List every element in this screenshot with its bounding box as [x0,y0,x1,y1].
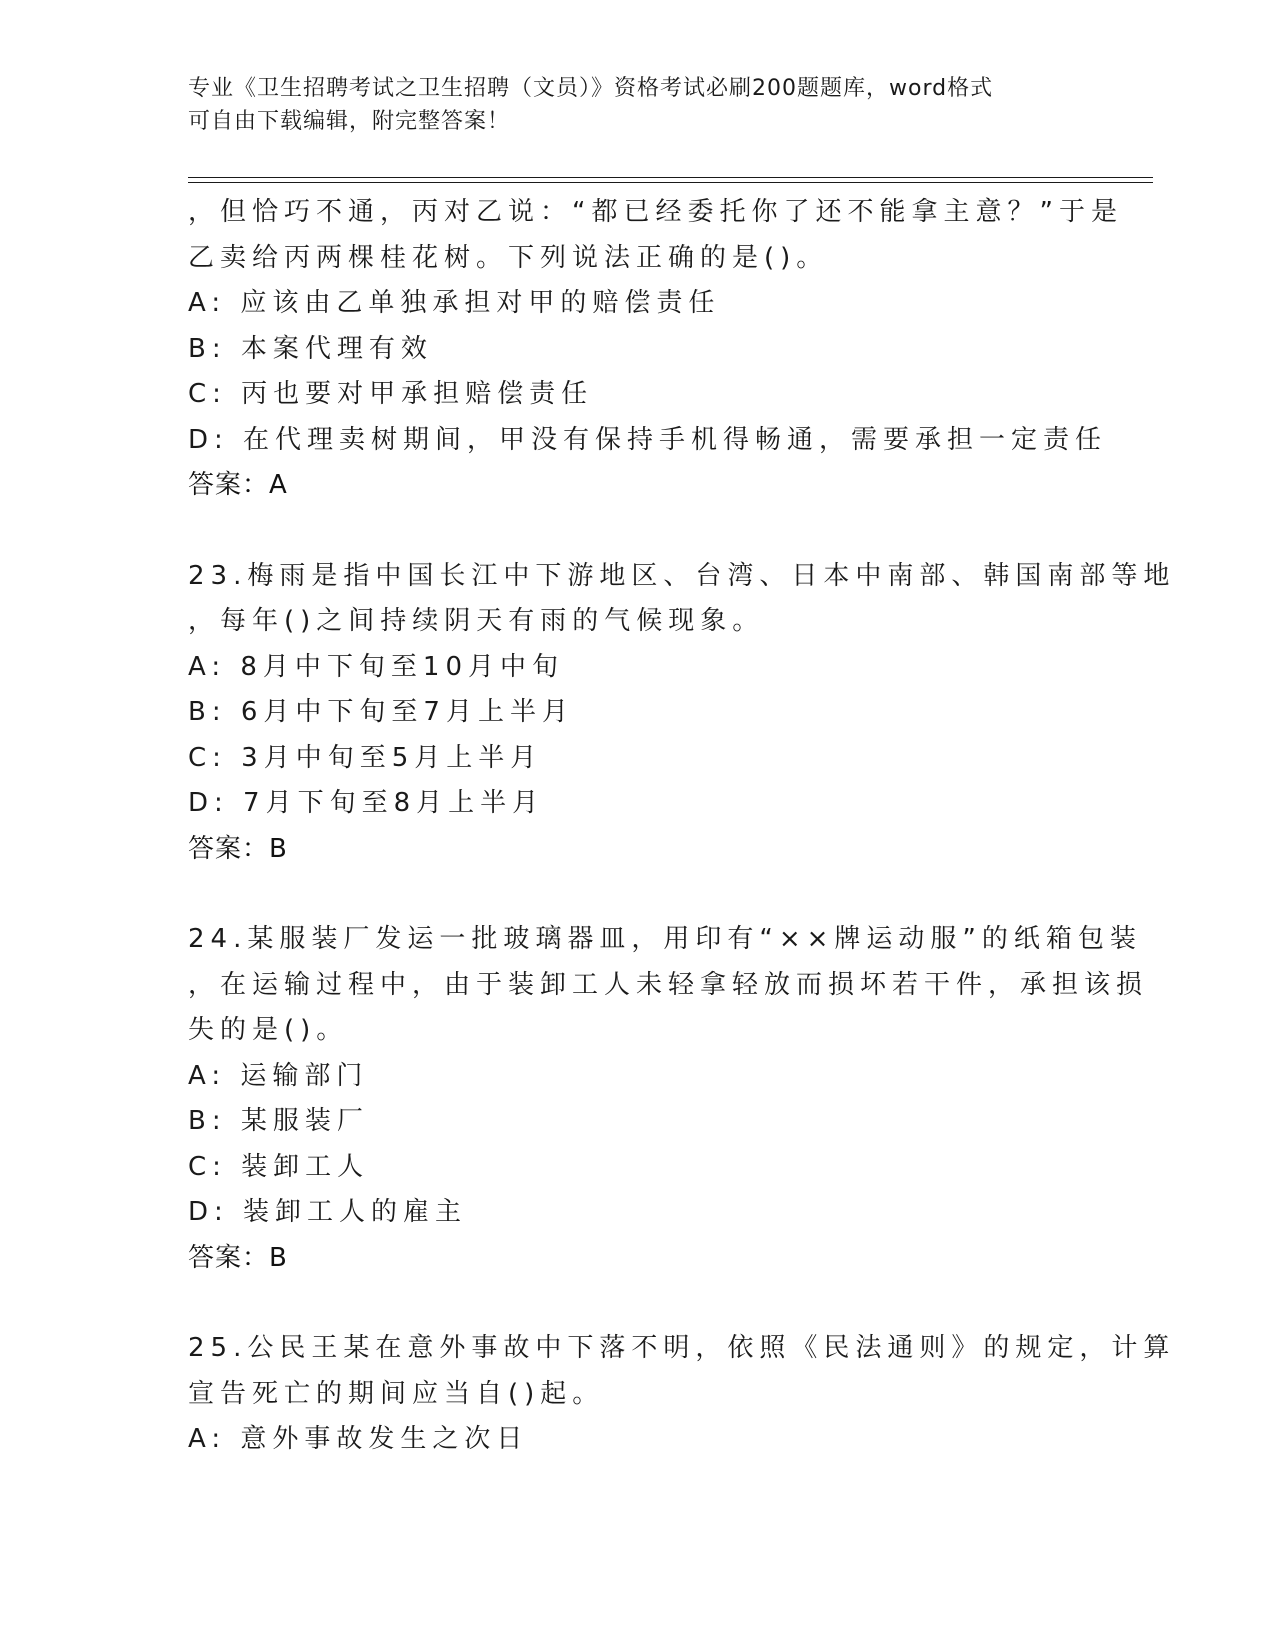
header-divider-top [188,177,1153,178]
option-b: B: 本案代理有效 [188,333,433,364]
answer-line: 答案：B [188,1242,288,1273]
option-a: A: 意外事故发生之次日 [188,1424,529,1454]
answer-line: 答案：A [188,470,288,500]
question-text-line: 乙卖给丙两棵桂花树。下列说法正确的是()。 [188,242,829,273]
option-a: A: 应该由乙单独承担对甲的赔偿责任 [188,288,721,318]
option-d: D: 在代理卖树期间，甲没有保持手机得畅通，需要承担一定责任 [188,424,1108,455]
question-text-line: 23.梅雨是指中国长江中下游地区、台湾、日本中南部、韩国南部等地 [188,560,1176,591]
option-b: B: 某服装厂 [188,1106,369,1136]
question-list [188,190,1176,1463]
header-divider-bottom [188,182,1153,183]
option-d: D: 7月下旬至8月上半月 [188,788,545,818]
option-d: D: 装卸工人的雇主 [188,1197,468,1227]
option-b: B: 6月中下旬至7月上半月 [188,697,574,727]
question-text-line: 失的是()。 [188,1015,349,1045]
question-23 [188,554,1176,873]
answer-line: 答案：B [188,833,288,864]
question-text-line: ，但恰巧不通，丙对乙说：“都已经委托你了还不能拿主意？”于是 [188,197,1123,227]
question-25 [188,1326,1176,1463]
header-line-1: 专业《卫生招聘考试之卫生招聘（文员）》资格考试必刷200题题库，word格式 [188,76,994,101]
document-header [188,72,1088,138]
option-c: C: 装卸工人 [188,1151,370,1182]
header-line-2: 可自由下载编辑，附完整答案！ [188,109,511,134]
question-text-line: ，在运输过程中，由于装卸工人未轻拿轻放而损坏若干件，承担该损 [188,969,1149,1000]
question-24 [188,917,1149,1281]
question-22-tail [188,190,1123,509]
question-text-line: ，每年()之间持续阴天有雨的气候现象。 [188,606,765,636]
question-text-line: 25.公民王某在意外事故中下落不明，依照《民法通则》的规定，计算 [188,1333,1176,1363]
option-a: A: 运输部门 [188,1060,369,1091]
option-a: A: 8月中下旬至10月中旬 [188,651,564,682]
question-text-line: 宣告死亡的期间应当自()起。 [188,1378,605,1409]
option-c: C: 3月中旬至5月上半月 [188,742,543,773]
option-c: C: 丙也要对甲承担赔偿责任 [188,379,594,409]
question-text-line: 24.某服装厂发运一批玻璃器皿，用印有“××牌运动服”的纸箱包装 [188,924,1142,954]
